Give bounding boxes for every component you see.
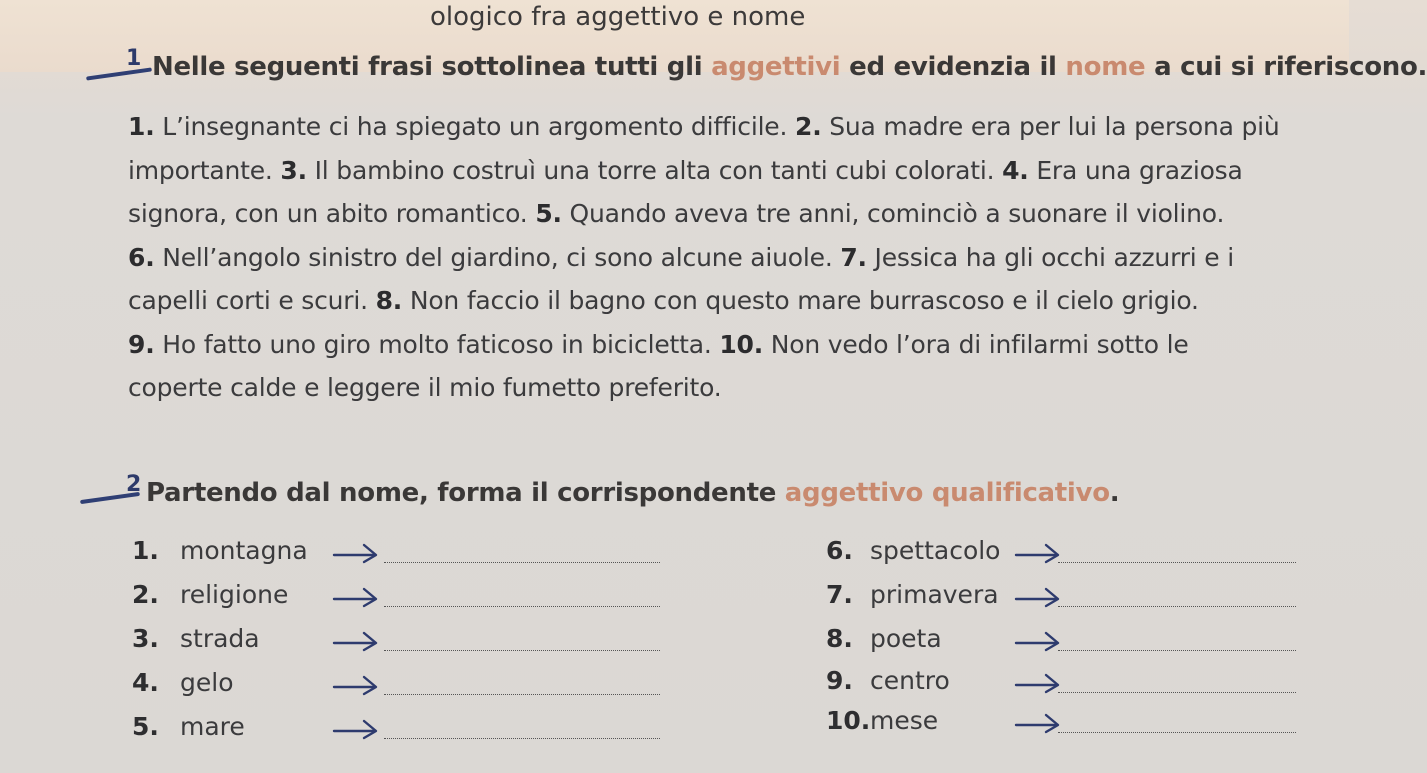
item-number: 4.	[132, 668, 159, 697]
sentence-text: signora, con un abito romantico.	[128, 199, 536, 228]
arrow-right-icon	[332, 630, 380, 656]
sentence-text: Non faccio il bagno con questo mare burrascoso e il cielo grigio.	[402, 286, 1199, 315]
sentence-number: 1.	[128, 112, 155, 141]
exercise-2-row	[826, 580, 1316, 614]
exercise-1-instruction-text: Nelle seguenti frasi sottolinea tutti gli	[152, 52, 712, 82]
item-number: 1.	[132, 536, 159, 565]
noun-word: montagna	[180, 536, 308, 565]
arrow-right-icon	[1014, 586, 1062, 612]
exercise-1-number: 1	[126, 46, 142, 71]
exercise-1-instruction-keyword: nome	[1065, 52, 1146, 82]
sentence-text: Ho fatto uno giro molto faticoso in bicicletta.	[154, 329, 720, 359]
answer-blank[interactable]	[1058, 562, 1296, 563]
arrow-right-icon	[1014, 542, 1062, 568]
sentence-number: 2.	[795, 112, 822, 141]
sentence-number: 9.	[128, 329, 155, 359]
item-number: 3.	[132, 624, 159, 653]
arrow-right-icon	[332, 586, 380, 612]
exercise-2-row	[826, 666, 1316, 700]
exercise-2-row	[826, 706, 1316, 740]
item-number: 5.	[132, 712, 159, 741]
paragraph-line	[128, 279, 1328, 323]
sentence-number: 6.	[128, 242, 155, 272]
sentence-text: Nell’angolo sinistro del giardino, ci sono alcune aiuole.	[154, 242, 841, 272]
item-number: 2.	[132, 580, 159, 609]
sentence-text: Quando aveva tre anni, cominciò a suonare il violino.	[561, 199, 1225, 228]
arrow-right-icon	[1014, 672, 1062, 698]
noun-word: strada	[180, 624, 260, 653]
sentence-number: 4.	[1002, 155, 1029, 185]
item-number: 8.	[826, 624, 853, 653]
exercise-2-row	[132, 712, 672, 746]
exercise-2-row	[826, 536, 1316, 570]
exercise-2-row	[132, 668, 672, 702]
noun-word: spettacolo	[870, 536, 1001, 565]
sentence-number: 8.	[375, 286, 403, 315]
exercise-1-instruction	[152, 52, 1427, 82]
paragraph-line	[128, 192, 1328, 236]
answer-blank[interactable]	[384, 650, 660, 651]
sentence-text: Era una graziosa	[1028, 155, 1243, 185]
exercise-2-instruction-text: Partendo dal nome, forma il corrispondente	[146, 478, 785, 508]
exercise-2-instruction	[146, 478, 1119, 508]
exercise-1-instruction-text: a cui si riferiscono.	[1145, 52, 1427, 82]
exercise-2-row	[132, 536, 672, 570]
answer-blank[interactable]	[1058, 650, 1296, 651]
item-number: 6.	[826, 536, 853, 565]
item-number: 10.	[826, 706, 871, 735]
exercise-1-instruction-keyword: aggettivi	[711, 52, 841, 82]
sentence-number: 10.	[719, 329, 764, 359]
exercise-1-text	[128, 105, 1328, 410]
answer-blank[interactable]	[384, 694, 660, 695]
answer-blank[interactable]	[384, 606, 660, 607]
answer-blank[interactable]	[1058, 606, 1296, 607]
sentence-text: capelli corti e scuri.	[128, 286, 376, 315]
answer-blank[interactable]	[384, 562, 660, 563]
exercise-2-row	[132, 624, 672, 658]
paragraph-line	[128, 323, 1328, 367]
arrow-right-icon	[1014, 630, 1062, 656]
sentence-text: L’insegnante ci ha spiegato un argomento difficile.	[154, 112, 795, 141]
sentence-number: 7.	[840, 242, 867, 272]
chapter-header: ologico fra aggettivo e nome	[430, 2, 806, 32]
sentence-text: importante.	[128, 155, 281, 185]
exercise-2-instruction-keyword: aggettivo qualificativo	[784, 478, 1110, 508]
exercise-2-instruction-text: .	[1109, 478, 1120, 508]
exercise-2-row	[132, 580, 672, 614]
sentence-number: 3.	[280, 155, 307, 185]
paragraph-line	[128, 366, 1328, 410]
noun-word: mese	[870, 706, 939, 735]
sentence-text: Jessica ha gli occhi azzurri e i	[866, 242, 1234, 272]
arrow-right-icon	[1014, 712, 1062, 738]
sentence-number: 5.	[535, 199, 562, 228]
sentence-text: Non vedo l’ora di infilarmi sotto le	[763, 329, 1189, 359]
noun-word: poeta	[870, 624, 942, 653]
sentence-text: coperte calde e leggere il mio fumetto preferito.	[128, 373, 722, 402]
noun-word: gelo	[180, 668, 234, 697]
answer-blank[interactable]	[384, 738, 660, 739]
noun-word: primavera	[870, 580, 999, 609]
exercise-1-instruction-text: ed evidenzia il	[840, 52, 1066, 82]
item-number: 9.	[826, 666, 853, 695]
answer-blank[interactable]	[1058, 732, 1296, 733]
paragraph-line	[128, 105, 1328, 149]
item-number: 7.	[826, 580, 853, 609]
sentence-text: Sua madre era per lui la persona più	[821, 112, 1280, 141]
exercise-2-number: 2	[126, 472, 142, 497]
answer-blank[interactable]	[1058, 692, 1296, 693]
noun-word: mare	[180, 712, 245, 741]
exercise-2-row	[826, 624, 1316, 658]
arrow-right-icon	[332, 718, 380, 744]
sentence-text: Il bambino costruì una torre alta con tanti cubi colorati.	[306, 155, 1003, 185]
paragraph-line	[128, 149, 1328, 193]
paragraph-line	[128, 236, 1328, 280]
arrow-right-icon	[332, 674, 380, 700]
noun-word: religione	[180, 580, 289, 609]
noun-word: centro	[870, 666, 950, 695]
arrow-right-icon	[332, 542, 380, 568]
